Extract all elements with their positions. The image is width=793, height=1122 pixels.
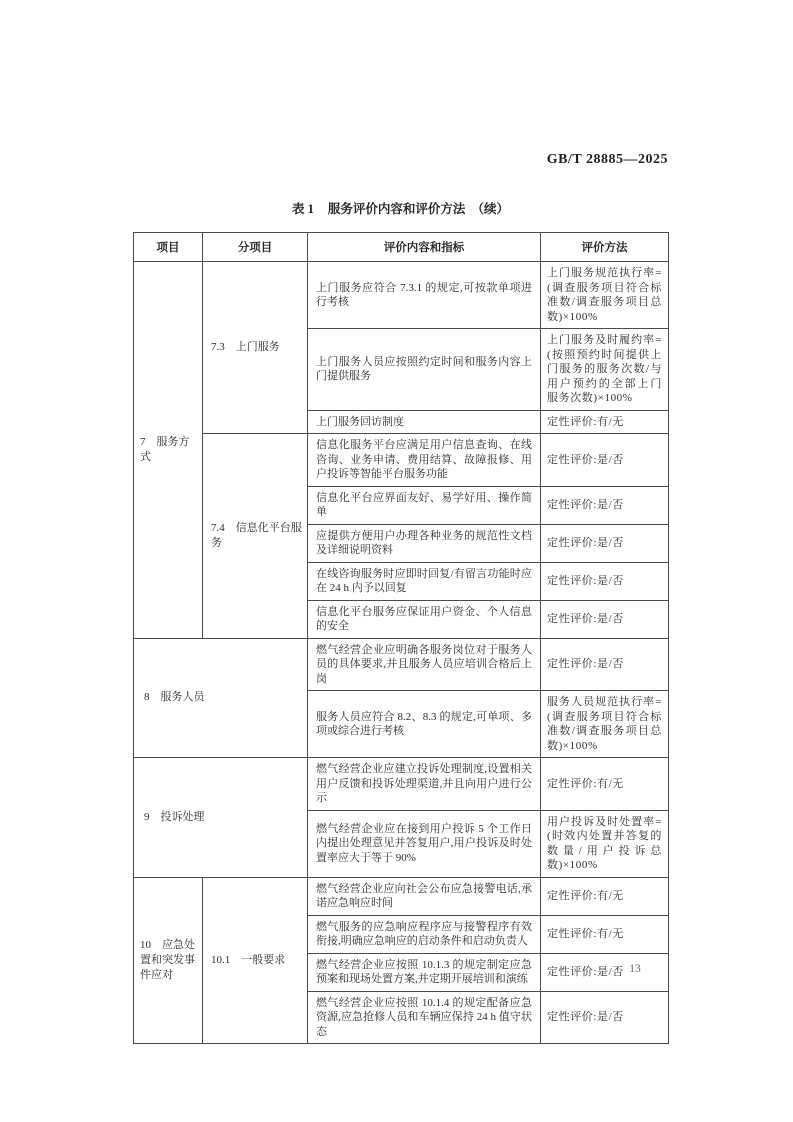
page-number: 13: [629, 963, 641, 975]
method-cell: 定性评价:有/无: [541, 915, 669, 953]
method-cell: 上门服务及时履约率=(按照预约时间提供上门服务的服务次数/与用户预约的全部上门服务次数)×100%: [541, 329, 669, 411]
content-cell: 燃气经营企业应建立投诉处理制度,设置相关用户反馈和投诉处理渠道,并且向用户进行公示: [308, 758, 541, 811]
method-cell: 定性评价:是/否: [541, 953, 669, 991]
service-evaluation-table: [133, 232, 669, 1044]
subitem-cell-7-4: 7.4 信息化平台服务: [203, 434, 308, 639]
table-row: [134, 877, 669, 915]
content-cell: 信息化平台应界面友好、易学好用、操作简单: [308, 486, 541, 524]
method-cell: 服务人员规范执行率=(调查服务项目符合标准数/调查服务项目总数)×100%: [541, 691, 669, 758]
table-caption: [133, 199, 668, 217]
header-cell-content: 评价内容和指标: [308, 233, 541, 262]
method-cell: 定性评价:有/无: [541, 877, 669, 915]
item-cell-sec8: 8 服务人员: [134, 638, 308, 758]
standard-number: GB/T 28885—2025: [546, 152, 668, 167]
header-cell-subitem: 分项目: [203, 233, 308, 262]
content-cell: 应提供方便用户办理各种业务的规范性文档及详细说明资料: [308, 524, 541, 562]
table-caption-title: 服务评价内容和评价方法: [327, 202, 466, 216]
content-cell: 燃气服务的应急响应程序应与接警程序有效衔接,明确应急响应的启动条件和启动负责人: [308, 915, 541, 953]
method-cell: 用户投诉及时处置率=(时效内处置并答复的数量/用户投诉总数)×100%: [541, 810, 669, 877]
subitem-cell-10-1: 10.1 一般要求: [203, 877, 308, 1044]
item-cell-sec7: 7 服务方式: [134, 262, 203, 639]
content-cell: 在线咨询服务时应即时回复/有留言功能时应在 24 h 内予以回复: [308, 562, 541, 600]
method-cell: 定性评价:是/否: [541, 638, 669, 691]
content-cell: 信息化平台服务应保证用户资金、个人信息的安全: [308, 600, 541, 638]
item-cell-sec10: 10 应急处置和突发事件应对: [134, 877, 203, 1044]
content-cell: 服务人员应符合 8.2、8.3 的规定,可单项、多项或综合进行考核: [308, 691, 541, 758]
content-cell: 上门服务应符合 7.3.1 的规定,可按款单项进行考核: [308, 262, 541, 329]
header-cell-item: 项目: [134, 233, 203, 262]
table-row: [134, 638, 669, 691]
method-cell: 定性评价:是/否: [541, 600, 669, 638]
table-header-row: [134, 233, 669, 262]
method-cell: 上门服务规范执行率=(调查服务项目符合标准数/调查服务项目总数)×100%: [541, 262, 669, 329]
content-cell: 信息化服务平台应满足用户信息查询、在线咨询、业务申请、费用结算、故障报修、用户投诉等智能平台服务功能: [308, 434, 541, 487]
method-cell: 定性评价:有/无: [541, 758, 669, 811]
method-cell: 定性评价:有/无: [541, 410, 669, 434]
table-row: [134, 434, 669, 487]
content-cell: 燃气经营企业应向社会公布应急接警电话,承诺应急响应时间: [308, 877, 541, 915]
method-cell: 定性评价:是/否: [541, 434, 669, 487]
method-cell: 定性评价:是/否: [541, 486, 669, 524]
content-cell: 上门服务回访制度: [308, 410, 541, 434]
subitem-cell-7-3: 7.3 上门服务: [203, 262, 308, 434]
table-caption-continued: （续）: [471, 202, 509, 216]
content-cell: 燃气经营企业应在接到用户投诉 5 个工作日内提出处理意见并答复用户,用户投诉及时处置率应大于等于 90%: [308, 810, 541, 877]
item-cell-sec9: 9 投诉处理: [134, 758, 308, 878]
method-cell: 定性评价:是/否: [541, 991, 669, 1044]
content-cell: 燃气经营企业应明确各服务岗位对于服务人员的具体要求,并且服务人员应培训合格后上岗: [308, 638, 541, 691]
content-cell: 燃气经营企业应按照 10.1.3 的规定制定应急预案和现场处置方案,并定期开展培训和演练: [308, 953, 541, 991]
content-cell: 上门服务人员应按照约定时间和服务内容上门提供服务: [308, 329, 541, 411]
method-cell: 定性评价:是/否: [541, 524, 669, 562]
content-cell: 燃气经营企业应按照 10.1.4 的规定配备应急资源,应急抢修人员和车辆应保持 24 h 值守状态: [308, 991, 541, 1044]
table-caption-label: 表 1: [292, 202, 314, 216]
table-row: [134, 262, 669, 329]
header-cell-method: 评价方法: [541, 233, 669, 262]
method-cell: 定性评价:是/否: [541, 562, 669, 600]
table-row: [134, 758, 669, 811]
